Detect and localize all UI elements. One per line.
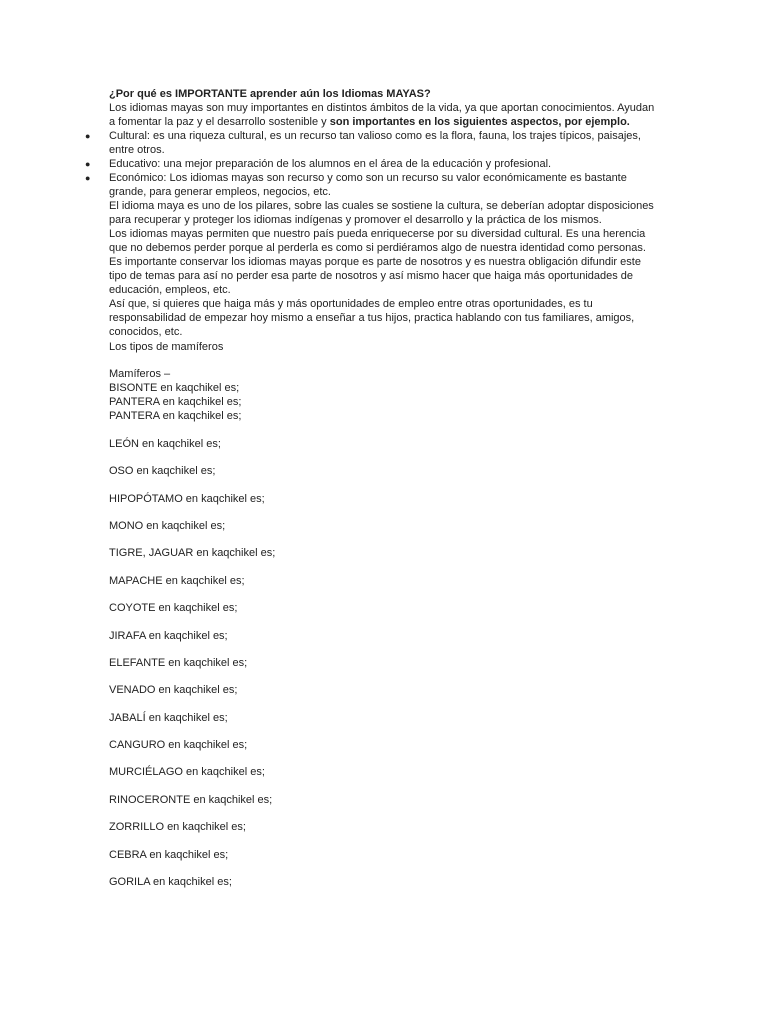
mamiferos-label: Mamíferos – — [109, 368, 171, 381]
paragraph: Así que, si quieres que haiga más y más oportunidades de empleo entre otras oportunidades, es tu responsabilidad de empezar hoy mismo a enseñar a tus hijos, practica hablando con tus familiares, amigos, conocidos, etc. — [109, 298, 635, 338]
bullet-item-educativo — [85, 157, 659, 171]
section-title: Los tipos de mamíferos — [109, 341, 224, 353]
document-heading: ¿Por qué es IMPORTANTE aprender aún los Idiomas MAYAS? — [109, 88, 431, 100]
intro-bold-text: son importantes en los siguientes aspectos, por ejemplo. — [329, 116, 630, 128]
bullet-item-economico — [85, 171, 659, 199]
list-item: JABALÍ en kaqchikel es; — [109, 711, 228, 724]
list-item: ZORRILLO en kaqchikel es; — [109, 821, 246, 834]
bullet-text: Cultural: es una riqueza cultural, es un recurso tan valioso como es la flora, fauna, los trajes típicos, paisajes, entre otros. — [109, 130, 641, 156]
list-item: VENADO en kaqchikel es; — [109, 684, 238, 697]
bullet-dot-icon: ● — [85, 131, 91, 141]
bullet-text: Educativo: una mejor preparación de los alumnos en el área de la educación y profesional. — [109, 158, 552, 170]
paragraph: Los idiomas mayas permiten que nuestro país pueda enriquecerse por su diversidad cultural. Es una herencia que no debemos perder porque al perderla es como si perdiéramos algo de nuestra identidad como personas. — [109, 228, 646, 254]
list-item: TIGRE, JAGUAR en kaqchikel es; — [109, 547, 276, 560]
mammal-list-section — [109, 340, 609, 889]
bullet-dot-icon: ● — [85, 173, 91, 183]
list-item: MURCIÉLAGO en kaqchikel es; — [109, 766, 265, 779]
bullet-dot-icon: ● — [85, 159, 91, 169]
paragraph: El idioma maya es uno de los pilares, sobre las cuales se sostiene la cultura, se deberían adoptar disposiciones para recuperar y proteger los idiomas indígenas y promover el desarrollo y la práctica de los mismos. — [109, 200, 654, 226]
paragraph: Es importante conservar los idiomas mayas porque es parte de nosotros y es nuestra obligación difundir este tipo de temas para así no perder esa parte de nosotros y así mismo hacer que haiga más oportunidades de educación, empleos, etc. — [109, 256, 641, 296]
list-item: MONO en kaqchikel es; — [109, 519, 226, 532]
bullet-item-cultural — [85, 129, 659, 157]
list-item: JIRAFA en kaqchikel es; — [109, 629, 228, 642]
list-item: OSO en kaqchikel es; — [109, 465, 216, 478]
list-item: MAPACHE en kaqchikel es; — [109, 574, 245, 587]
intro-text: Los idiomas mayas son muy importantes en distintos ámbitos de la vida, ya que aportan conocimientos. Ayudan a fomentar la paz y el desarrollo sostenible y — [109, 102, 655, 128]
list-item: CEBRA en kaqchikel es; — [109, 848, 229, 861]
list-item: BISONTE en kaqchikel es; — [109, 382, 240, 395]
list-item: PANTERA en kaqchikel es; — [109, 410, 242, 423]
list-item: HIPOPÓTAMO en kaqchikel es; — [109, 492, 265, 505]
text-body — [85, 101, 659, 339]
list-item: GORILA en kaqchikel es; — [109, 876, 232, 889]
list-item: ELEFANTE en kaqchikel es; — [109, 656, 248, 669]
list-item: PANTERA en kaqchikel es; — [109, 396, 242, 409]
intro-paragraph — [109, 101, 659, 129]
list-item: COYOTE en kaqchikel es; — [109, 602, 238, 615]
list-item: CANGURO en kaqchikel es; — [109, 739, 248, 752]
list-item: LEÓN en kaqchikel es; — [109, 437, 221, 450]
bullet-text: Económico: Los idiomas mayas son recurso y como son un recurso su valor económicamente es bastante grande, para generar empleos, negocios, etc. — [109, 172, 627, 198]
list-item: RINOCERONTE en kaqchikel es; — [109, 793, 273, 806]
